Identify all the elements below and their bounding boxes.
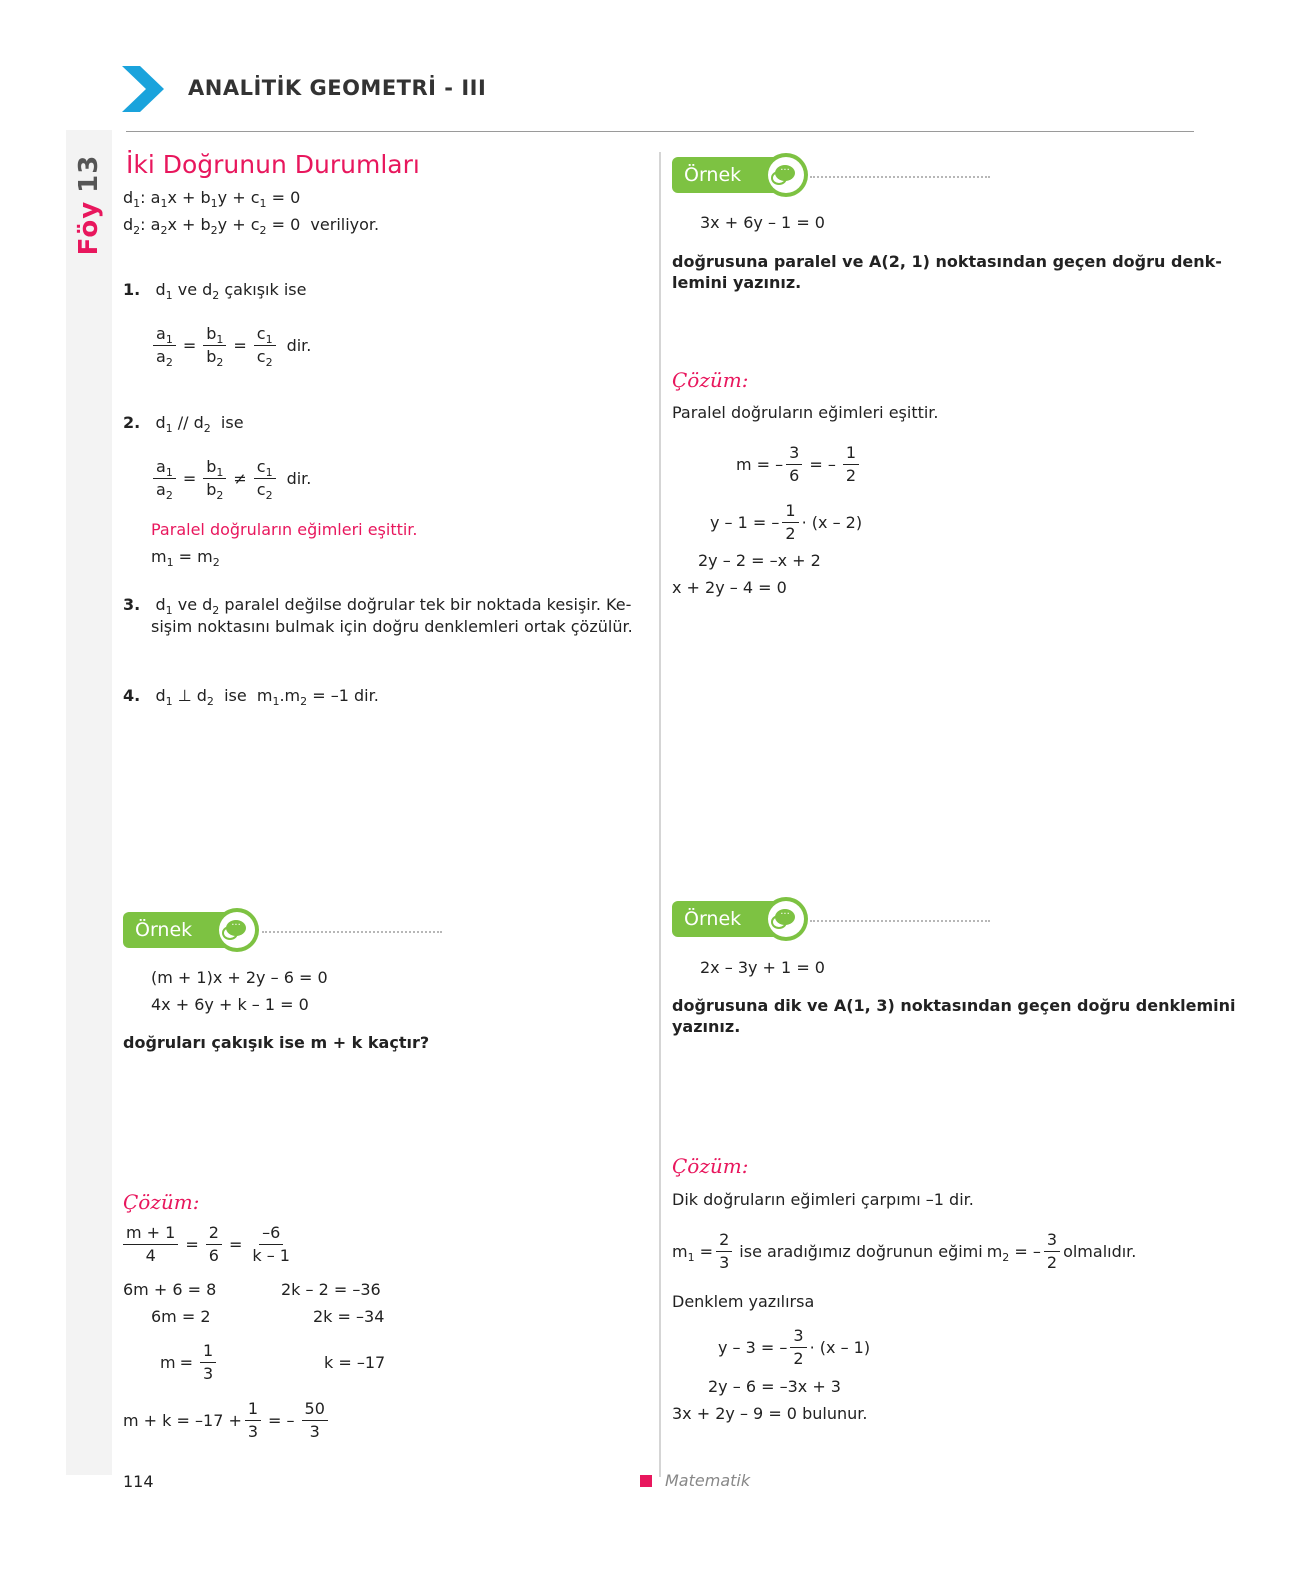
left-eq1: (m + 1)x + 2y – 6 = 0 bbox=[151, 968, 328, 987]
left-sol-r1: 2k – 2 = –36 bbox=[281, 1280, 381, 1299]
dotted-rule bbox=[262, 931, 442, 933]
right2-slopes: $m_1$ = $\frac{2}{3}$ ise aradığımız doğrunun eğimi $m_2$ = – $\frac{3}{2}$ olmalıdır. bbox=[672, 1230, 1137, 1272]
left-sol-l2: 6m = 2 bbox=[151, 1307, 211, 1326]
example-badge-left bbox=[123, 908, 263, 952]
item-2: 2. $d_1 // d_2$ ise bbox=[123, 413, 244, 435]
right2-s3: Denklem yazılırsa bbox=[672, 1292, 815, 1311]
example-badge-right-1 bbox=[672, 153, 812, 197]
right1-q1: doğrusuna paralel ve A(2, 1) noktasından geçen doğru denk- bbox=[672, 252, 1222, 271]
example-label: Örnek bbox=[123, 912, 235, 948]
page-number: 114 bbox=[123, 1472, 154, 1491]
right2-s6: 3x + 2y – 9 = 0 bulunur. bbox=[672, 1404, 868, 1423]
left-eq2: 4x + 6y + k – 1 = 0 bbox=[151, 995, 309, 1014]
right1-eq: 3x + 6y – 1 = 0 bbox=[700, 213, 825, 232]
right1-point-slope: y – 1 = – $\frac{1}{2}$ · (x – 2) bbox=[710, 501, 863, 543]
column-divider bbox=[659, 152, 661, 1477]
item-3-line1: 3. $d_1$ ve $d_2$ paralel değilse doğrular tek bir noktada kesişir. Ke- bbox=[123, 595, 632, 617]
right1-slope: m = – $\frac{3}{6}$ = – $\frac{1}{2}$ bbox=[736, 442, 862, 487]
speech-bubble-icon: ··· bbox=[226, 920, 246, 936]
subject-label: Matematik bbox=[665, 1471, 751, 1490]
section-title: İki Doğrunun Durumları bbox=[126, 150, 420, 179]
left-sol-result: m + k = –17 + $\frac{1}{3}$ = – $\frac{50}{3}$ bbox=[123, 1398, 331, 1443]
dotted-rule bbox=[810, 920, 990, 922]
solution-label-left: Çözüm: bbox=[123, 1190, 200, 1214]
item-3-line2: sişim noktasını bulmak için doğru denklemleri ortak çözülür. bbox=[151, 617, 633, 636]
right2-q2: yazınız. bbox=[672, 1017, 741, 1036]
right1-s5: x + 2y – 4 = 0 bbox=[672, 578, 787, 597]
worksheet-number: 13 bbox=[74, 154, 104, 193]
item-2-slopes: $m_1 = m_2$ bbox=[151, 547, 220, 569]
example-label: Örnek bbox=[672, 901, 784, 937]
right1-q2: lemini yazınız. bbox=[672, 273, 802, 292]
right2-eq: 2x – 3y + 1 = 0 bbox=[700, 958, 825, 977]
example-badge-right-2 bbox=[672, 897, 812, 941]
left-sol-m: m = $\frac{1}{3}$ bbox=[160, 1340, 219, 1385]
left-sol-r3: k = –17 bbox=[324, 1353, 386, 1372]
line-d1: $d_1$: $a_1x + b_1y + c_1 = 0$ bbox=[123, 188, 301, 210]
worksheet-label: Föy bbox=[74, 200, 104, 256]
left-sol-r2: 2k = –34 bbox=[313, 1307, 385, 1326]
right2-point-slope: y – 3 = – $\frac{3}{2}$ · (x – 1) bbox=[718, 1326, 871, 1368]
chapter-title: ANALİTİK GEOMETRİ - III bbox=[188, 76, 487, 100]
left-question: doğruları çakışık ise m + k kaçtır? bbox=[123, 1033, 430, 1052]
solution-label-right-2: Çözüm: bbox=[672, 1154, 749, 1178]
solution-label-right-1: Çözüm: bbox=[672, 368, 749, 392]
worksheet-badge bbox=[72, 150, 106, 260]
square-bullet-icon bbox=[640, 1475, 652, 1487]
right2-s5: 2y – 6 = –3x + 3 bbox=[708, 1377, 841, 1396]
right1-s4: 2y – 2 = –x + 2 bbox=[698, 551, 821, 570]
chevron-logo-icon bbox=[122, 66, 166, 112]
dotted-rule bbox=[810, 176, 990, 178]
sidebar-strip bbox=[66, 130, 112, 1475]
item-2-ratio: $\frac{a_1}{a_2}$ = $\frac{b_1}{b_2}$ ≠ $\frac{c_1}{c_2}$ dir. bbox=[150, 456, 311, 501]
example-label: Örnek bbox=[672, 157, 784, 193]
right2-s1: Dik doğruların eğimleri çarpımı –1 dir. bbox=[672, 1190, 974, 1209]
line-d2: $d_2$: $a_2x + b_2y + c_2 = 0$ veriliyor. bbox=[123, 215, 380, 237]
left-sol-l1: 6m + 6 = 8 bbox=[123, 1280, 217, 1299]
header-rule bbox=[126, 131, 1194, 132]
left-sol-ratio: $\frac{m + 1}{4}$ = $\frac{2}{6}$ = $\frac{-6}{k - 1}$ bbox=[123, 1222, 296, 1267]
item-1-ratio: $\frac{a_1}{a_2}$ = $\frac{b_1}{b_2}$ = $\frac{c_1}{c_2}$ dir. bbox=[150, 323, 311, 368]
item-4: 4. $d_1$ ⊥ $d_2$ ise $m_1.m_2 = -1$ dir. bbox=[123, 686, 379, 708]
item-1: 1. $d_1$ ve $d_2$ çakışık ise bbox=[123, 280, 307, 302]
item-2-note: Paralel doğruların eğimleri eşittir. bbox=[151, 520, 418, 539]
speech-bubble-icon: ··· bbox=[775, 165, 795, 181]
right1-s1: Paralel doğruların eğimleri eşittir. bbox=[672, 403, 939, 422]
speech-bubble-icon: ··· bbox=[775, 909, 795, 925]
right2-q1: doğrusuna dik ve A(1, 3) noktasından geçen doğru denklemini bbox=[672, 996, 1236, 1015]
